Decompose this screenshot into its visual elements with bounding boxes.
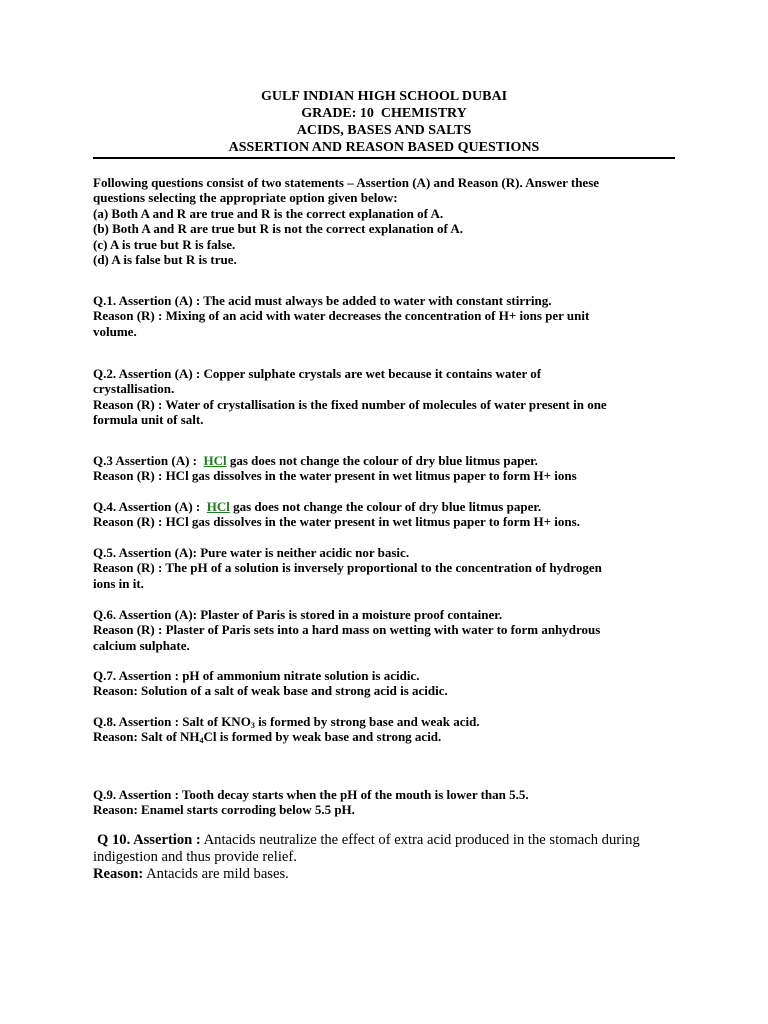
reason-text: calcium sulphate. [93,637,190,653]
option-c: (c) A is true but R is false. [93,236,236,252]
worksheet-header [93,88,675,159]
assertion-text [93,453,683,468]
instructions [93,175,683,267]
question-6 [93,607,683,653]
assertion-body: Antacids neutralize the effect of extra acid produced in the stomach during [200,832,640,848]
section-title: ASSERTION AND REASON BASED QUESTIONS [228,140,540,155]
reason-label: Reason: [93,866,144,882]
assertion-text [93,714,683,729]
option-a: (a) Both A and R are true and R is the correct explanation of A. [93,205,444,221]
option-d: (d) A is false but R is true. [93,252,237,268]
reason-text: Reason: Enamel starts corroding below 5.5 pH. [93,802,355,818]
question-7 [93,668,683,699]
option-b: (b) Both A and R are true but R is not the correct explanation of A. [93,221,464,237]
assertion-text: Q.5. Assertion (A): Pure water is neither acidic nor basic. [93,545,410,560]
question-10 [93,832,683,883]
question-2 [93,366,683,428]
grade-line: GRADE: 10 CHEMISTRY [301,106,467,121]
assertion-text [93,832,683,849]
question-9 [93,787,683,818]
assertion-text: Q.2. Assertion (A) : Copper sulphate crystals are wet because it contains water of [93,366,542,381]
reason-text: volume. [93,323,137,339]
assertion-prefix: Q.4. Assertion (A) : [93,499,204,514]
assertion-text: Q.6. Assertion (A): Plaster of Paris is stored in a moisture proof container. [93,607,503,622]
question-1 [93,293,683,339]
assertion-suffix: gas does not change the colour of dry blue litmus paper. [229,499,542,514]
assertion-prefix: Q.8. Assertion : Salt of KNO [93,714,251,729]
reason-text: Reason: Solution of a salt of weak base and strong acid is acidic. [93,683,448,699]
reason-text: Reason (R) : Water of crystallisation is the fixed number of molecules of water present in one [93,396,607,412]
assertion-text: Q.9. Assertion : Tooth decay starts when the pH of the mouth is lower than 5.5. [93,787,529,802]
question-3 [93,453,683,484]
assertion-text: Q.7. Assertion : pH of ammonium nitrate solution is acidic. [93,668,420,683]
instructions-line: questions selecting the appropriate option given below: [93,190,398,206]
subscript: 4 [199,736,204,746]
topic-title: ACIDS, BASES AND SALTS [296,123,472,138]
school-name: GULF INDIAN HIGH SCHOOL DUBAI [260,89,508,104]
assertion-text: indigestion and thus provide relief. [93,849,297,865]
reason-text: Reason (R) : Mixing of an acid with water decreases the concentration of H+ ions per unit [93,308,590,324]
subscript: 3 [250,721,255,730]
assertion-suffix: is formed by strong base and weak acid. [254,714,480,729]
question-8 [93,714,683,745]
assertion-prefix: Q.3 Assertion (A) : [93,453,201,468]
reason-prefix: Reason: Salt of NH [93,729,200,745]
reason-body: Antacids are mild bases. [143,866,289,882]
assertion-text: Q.1. Assertion (A) : The acid must always be added to water with constant stirring. [93,293,552,308]
question-label: Q 10. Assertion : [97,832,201,848]
reason-suffix: Cl is formed by weak base and strong acid. [203,729,442,745]
reason-text: ions in it. [93,575,144,591]
reason-text: Reason (R) : Plaster of Paris sets into a hard mass on wetting with water to form anhydrous [93,622,601,638]
reason-text: Reason (R) : HCl gas dissolves in the water present in wet litmus paper to form H+ ions. [93,514,580,530]
reason-text [93,866,683,883]
reason-text: Reason (R) : The pH of a solution is inversely proportional to the concentration of hydrogen [93,560,602,576]
assertion-text: crystallisation. [93,381,175,397]
reason-text: formula unit of salt. [93,412,204,428]
assertion-text [93,499,683,514]
reason-text [93,729,683,744]
assertion-suffix: gas does not change the colour of dry blue litmus paper. [226,453,538,468]
question-4 [93,499,683,530]
instructions-line: Following questions consist of two statements – Assertion (A) and Reason (R). Answer these [93,175,600,190]
reason-text: Reason (R) : HCl gas dissolves in the water present in wet litmus paper to form H+ ions [93,468,577,484]
hcl-link[interactable]: HCl [203,453,227,468]
question-5 [93,545,683,591]
hcl-link[interactable]: HCl [206,499,230,514]
